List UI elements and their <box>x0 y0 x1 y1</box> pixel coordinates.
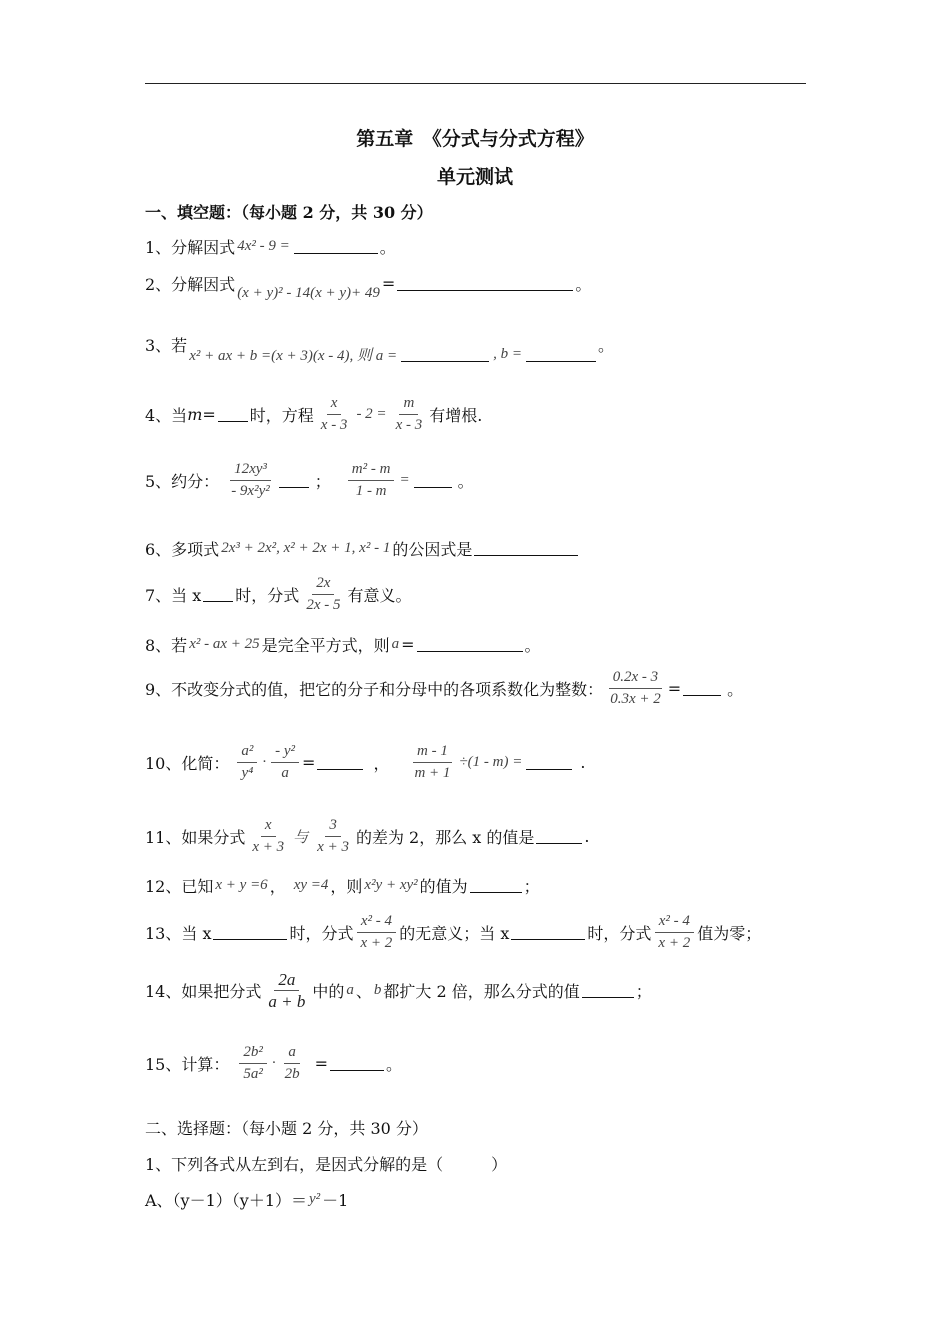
question-5: 5、约分： $\frac{\text{12xy³}}{\text{- 9x²y²}}$ ； $\frac{\text{m² - m}}{1 - m}$ = 。 <box>145 461 474 499</box>
fraction: $\frac{\text{x² - 4}}{x + 2}$ <box>654 912 694 953</box>
question-10: 10、化简： $\frac{\text{a²}}{\text{y⁴}}$ · $\frac{\text{- y²}}{a}$ = ， $\frac{m - 1}{m + 1}$ ÷(1 - m) = . <box>145 743 586 781</box>
section-multiple-choice: 二、选择题：（每小题 2 分，共 30 分） <box>145 1119 428 1138</box>
question-2: 2、分解因式 (x + y)² - 14(x + y)+ 49 = 。 <box>145 274 592 301</box>
answer-blank[interactable] <box>330 1056 384 1071</box>
answer-blank[interactable] <box>218 407 248 422</box>
question-7: 7、当 x 时，分式 $\frac{2x}{2x - 5}$ 有意义。 <box>145 575 412 613</box>
answer-blank[interactable] <box>317 755 363 770</box>
question-15: 15、计算： $\frac{\text{2b²}}{\text{5a²}}$ · $\frac{a}{2b}$ = 。 <box>145 1044 403 1082</box>
answer-blank-b[interactable] <box>526 347 596 362</box>
fraction: $\frac{\text{a²}}{\text{y⁴}}$ <box>237 742 257 783</box>
answer-blank[interactable] <box>294 239 378 254</box>
answer-blank[interactable] <box>397 276 573 291</box>
answer-blank[interactable] <box>683 681 721 696</box>
answer-blank[interactable] <box>470 878 522 893</box>
question-13: 13、当 x 时，分式 $\frac{\text{x² - 4}}{x + 2}$ 的无意义；当 x 时，分式 $\frac{\text{x² - 4}}{x + 2}$ 值为零； <box>145 913 762 951</box>
answer-blank[interactable] <box>414 473 452 488</box>
answer-blank[interactable] <box>582 983 634 998</box>
fraction: $\frac{\text{m² - m}}{1 - m}$ <box>348 460 395 501</box>
question-3: 3、若 x² + ax + b =(x + 3)(x - 4), 则 a = , b = 。 <box>145 336 615 364</box>
fraction: $\frac{3}{x + 3}$ <box>317 817 349 855</box>
answer-blank[interactable] <box>417 637 523 652</box>
answer-blank[interactable] <box>213 925 287 940</box>
choice-question-1: 1、下列各式从左到右，是因式分解的是（ ） <box>145 1155 508 1174</box>
answer-blank[interactable] <box>536 829 582 844</box>
question-1: 1、分解因式 4x² - 9 = 。 <box>145 238 396 257</box>
question-8: 8、若 x² - ax + 25 是完全平方式，则 a = 。 <box>145 635 541 655</box>
fraction: $\frac{\text{2b²}}{\text{5a²}}$ <box>239 1043 267 1084</box>
fraction: $\frac{x}{x + 3}$ <box>252 817 285 855</box>
answer-blank[interactable] <box>203 587 233 602</box>
fraction: $\frac{m}{x - 3}$ <box>395 395 423 433</box>
fraction: $\frac{a}{2b}$ <box>284 1044 300 1082</box>
answer-blank[interactable] <box>526 755 572 770</box>
fraction: $\frac{\text{12xy³}}{\text{- 9x²y²}}$ <box>231 461 270 499</box>
question-14: 14、如果把分式 $\frac{2a}{a + b}$ 中的 a 、 b 都扩大 2 倍，那么分式的值 ； <box>145 970 652 1011</box>
question-11: 11、如果分式 $\frac{x}{x + 3}$ 与 $\frac{3}{x + 3}$ 的差为 2，那么 x 的值是 . <box>145 817 590 855</box>
fraction: $\frac{0.2x - 3}{0.3x + 2}$ <box>610 669 661 707</box>
answer-blank-a[interactable] <box>401 347 489 362</box>
choice-option-a[interactable]: A、（y－1）（y＋1）＝ y² －1 <box>145 1191 349 1210</box>
page-title: 第五章 《分式与分式方程》 <box>356 128 594 150</box>
answer-blank[interactable] <box>279 473 309 488</box>
header-rule <box>145 83 806 84</box>
fraction: $\frac{2x}{2x - 5}$ <box>306 575 341 613</box>
answer-blank[interactable] <box>511 925 585 940</box>
fraction: $\frac{\text{x² - 4}}{x + 2}$ <box>357 912 397 953</box>
fraction: $\frac{2a}{a + b}$ <box>268 970 306 1011</box>
question-9: 9、不改变分式的值，把它的分子和分母中的各项系数化为整数： $\frac{0.2x - 3}{0.3x + 2}$ = 。 <box>145 669 744 707</box>
page-subtitle: 单元测试 <box>436 166 513 188</box>
fraction: $\frac{m - 1}{m + 1}$ <box>414 743 451 781</box>
question-6: 6、多项式 2x³ + 2x², x² + 2x + 1, x² - 1 的公因式是 <box>145 537 580 560</box>
fraction: $\frac{\text{- y²}}{a}$ <box>271 742 299 783</box>
question-4: 4、当 m= 时，方程 $\frac{x}{x - 3}$ - 2 = $\frac{m}{x - 3}$ 有增根. <box>145 395 483 433</box>
fraction: $\frac{x}{x - 3}$ <box>320 395 348 433</box>
answer-blank[interactable] <box>474 541 578 556</box>
question-12: 12、已知 x + y =6 ， xy =4 ，则 x²y + xy² 的值为 ； <box>145 877 540 896</box>
section-fill-in: 一、填空题：（每小题 2 分，共 30 分） <box>145 203 433 222</box>
